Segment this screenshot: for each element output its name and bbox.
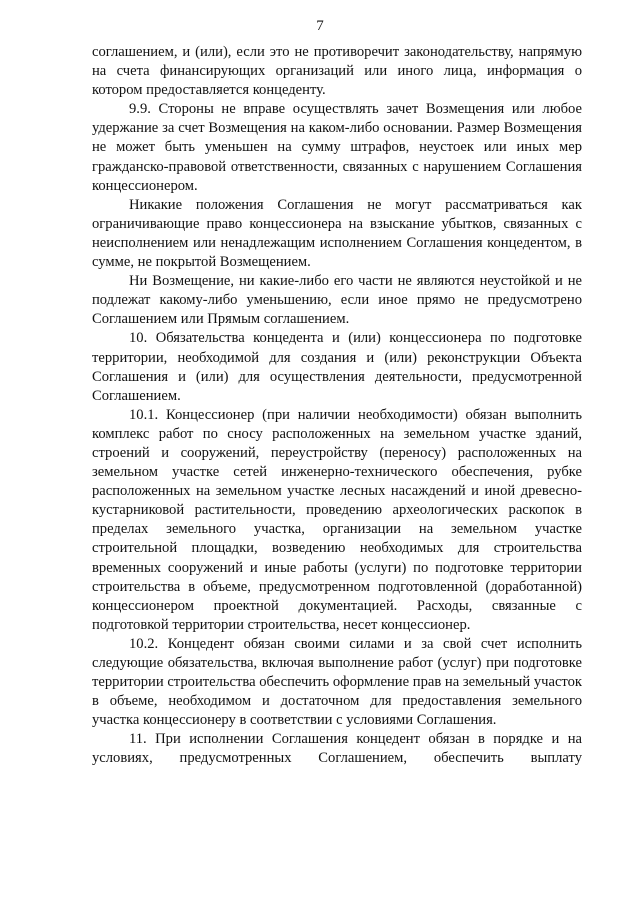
paragraph-10-1: 10.1. Концессионер (при наличии необходимости) обязан выполнить комплекс работ по сносу расположенных на земельном участке зданий, строений и сооружений, переустройству (переносу) расположенных на земельном участке сетей инженерно-технического обеспечения, рубке расположенных на земельном участке лесных насаждений и иной древесно-кустарниковой растительности, проведению археологических раскопок в пределах земельного участка, организации на земельном участке строительной площадки, возведению необходимых для строительства временных сооружений и иные работы (услуги) по подготовке территории строительства в объеме, предусмотренном подготовленной (доработанной) концессионером проектной документацией. Расходы, связанные с подготовкой территории строительства, несет концессионер. (92, 406, 582, 633)
paragraph-10: 10. Обязательства концедента и (или) концессионера по подготовке территории, необходимой для создания и (или) реконструкции Объекта Соглашения и (или) для осуществления деятельности, предусмотренной Соглашением. (92, 330, 582, 404)
paragraph-not-penalty: Ни Возмещение, ни какие-либо его части не являются неустойкой и не подлежат какому-либо уменьшению, если иное прямо не предусмотрено Соглашением или Прямым соглашением. (92, 273, 582, 328)
paragraph-9-9: 9.9. Стороны не вправе осуществлять зачет Возмещения или любое удержание за счет Возмещения на каком-либо основании. Размер Возмещения не может быть уменьшен на сумму штрафов, неустоек или иных мер гражданско-правовой ответственности, связанных с нарушением Соглашения концессионером. (92, 101, 582, 194)
paragraph-continuation: соглашением, и (или), если это не противоречит законодательству, напрямую на счета финансирующих организаций или иного лица, информация о котором предоставляется концеденту. (92, 44, 582, 99)
paragraph-no-provisions: Никакие положения Соглашения не могут рассматриваться как ограничивающие право концессионера на взыскание убытков, связанных с неисполнением или ненадлежащим исполнением Соглашения концедентом, в сумме, не покрытой Возмещением. (92, 196, 582, 271)
page-number: 7 (316, 18, 324, 34)
paragraph-10-2: 10.2. Концедент обязан своими силами и за свой счет исполнить следующие обязательства, включая выполнение работ (услуг) при подготовке территории строительства обеспечить оформление прав на земельный участок в объеме, необходимом и достаточном для предоставления земельного участка концессионеру в соответствии с условиями Соглашения. (92, 635, 582, 729)
paragraph-11: 11. При исполнении Соглашения концедент обязан в порядке и на условиях, предусмотренных Соглашением, обеспечить выплату (92, 731, 582, 767)
document-body (92, 43, 582, 769)
